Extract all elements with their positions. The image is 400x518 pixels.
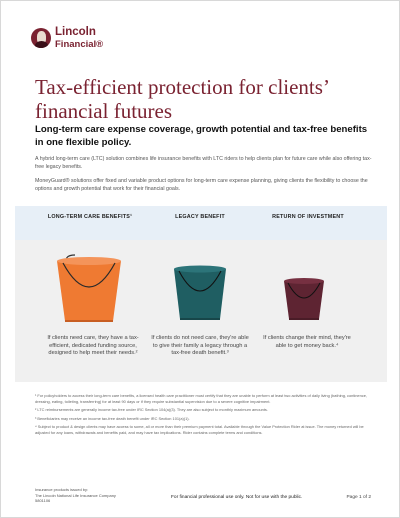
- column-heading-legacy: LEGACY BENEFIT: [175, 214, 225, 220]
- column-heading-ltc: LONG-TERM CARE BENEFITS¹: [47, 214, 133, 220]
- column-text-return: If clients change their mind, they're able to get money back.⁴: [263, 335, 351, 349]
- page-subtitle: Long-term care expense coverage, growth potential and tax-free benefits in one flexible policy.: [35, 124, 368, 148]
- brand-wordmark: [55, 27, 103, 49]
- small-bucket-icon: [282, 277, 326, 321]
- medium-bucket-icon: [171, 263, 229, 321]
- column-heading-return: RETURN OF INVESTMENT: [272, 214, 344, 220]
- issuer-name: The Lincoln National Life Insurance Company: [35, 492, 116, 498]
- brand-line-1: Lincoln: [55, 26, 96, 38]
- lincoln-portrait-icon: [31, 28, 51, 48]
- intro-paragraph-2: MoneyGuard® solutions offer fixed and variable product options for long-term care expense planning, giving clients the flexibility to choose the options and growth potential that work for their financial goals.: [35, 178, 368, 192]
- column-text-ltc: If clients need care, they have a tax-efficient, dedicated funding source, designed to help meet their needs.²: [47, 335, 139, 357]
- column-text-legacy: If clients do not need care, they're able to give their family a legacy through a tax-free death benefit.³: [151, 335, 249, 357]
- page-number: Page 1 of 2: [346, 495, 371, 500]
- intro-paragraph-1: A hybrid long-term care (LTC) solution combines life insurance benefits with LTC riders to help clients plan for future care while also offering tax-free legacy benefits.: [35, 156, 372, 170]
- footnote: ¹ For policyholders to access their long-term care benefits, a licensed health care practitioner must certify that they are unable to perform at least two activities of daily living (bathing, continence, dressing, eating, toileting, transferring) for at least 90 days or if they require substantial supervision due to a severe cognitive impairment.: [35, 393, 367, 404]
- footnote: ³ Beneficiaries may receive an income tax-free death benefit under IRC Section 101(a)(1).: [35, 415, 190, 421]
- footnote: ⁴ Subject to product & design clients may have access to some, all or more than their premium payment total. Available through the Value Protection Rider at issue. The money returned will be adjusted for any loans, withdrawals and benefits paid, and may have tax implications. Rider contains complete terms and conditions.: [35, 424, 364, 435]
- page-title: Tax-efficient protection for clients’ financial futures: [35, 75, 329, 123]
- footer-notice: For financial professional use only. Not for use with the public.: [171, 495, 303, 500]
- footer-issuer: [35, 487, 116, 504]
- footnote: ² LTC reimbursements are generally income tax-free under IRC Section 104(a)(3). They are also subject to monthly maximum amounts.: [35, 407, 268, 413]
- issuer-label: Insurance products issued by:: [35, 487, 89, 492]
- document-code: 5801106: [35, 498, 51, 504]
- footnotes: [35, 393, 375, 439]
- large-bucket-icon: [53, 251, 125, 323]
- brand-line-2: Financial®: [55, 38, 104, 50]
- benefits-header-band: [15, 206, 387, 240]
- lincoln-financial-logo: [31, 27, 103, 49]
